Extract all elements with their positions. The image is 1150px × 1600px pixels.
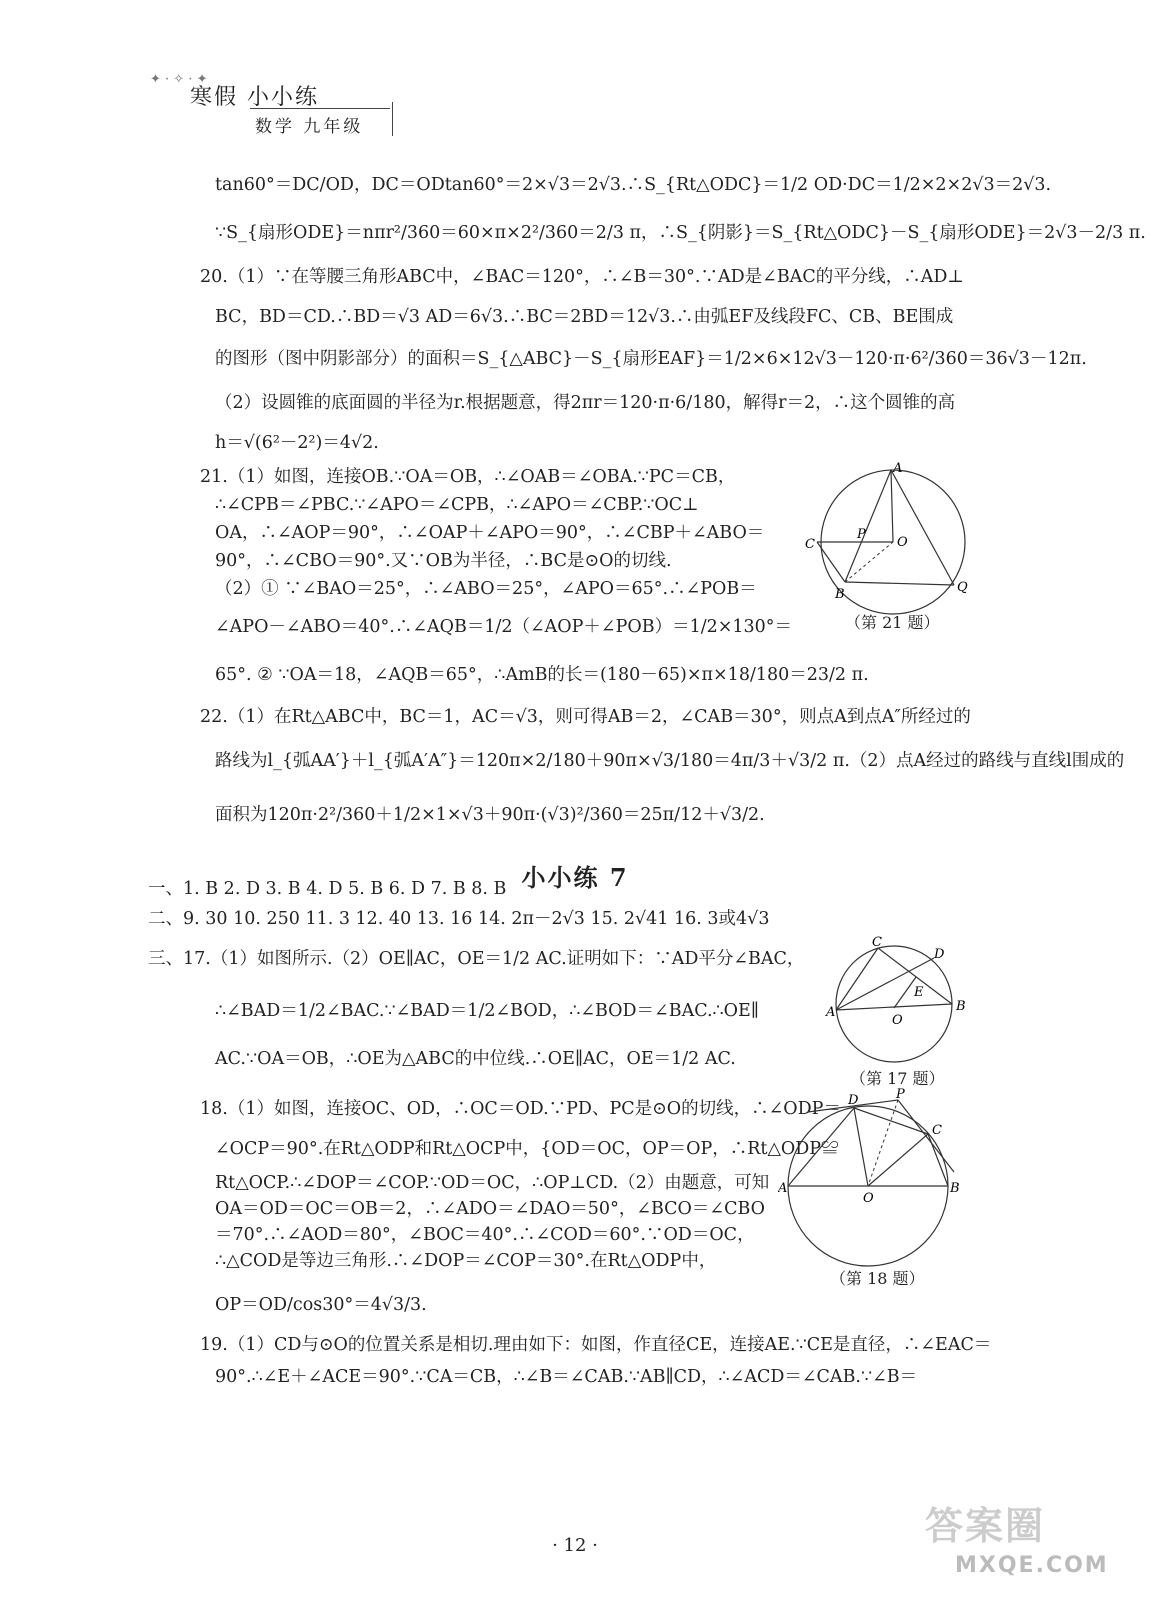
text-line: 21.（1）如图，连接OB.∵OA＝OB，∴∠OAB＝∠OBA.∵PC＝CB， — [200, 467, 736, 487]
header-bar — [392, 102, 393, 136]
figure-17 — [822, 932, 972, 1088]
text-line: 面积为120π·2²/360＋1/2×1×√3＋90π·(√3)²/360＝25π/12＋√3/2. — [215, 805, 765, 825]
text-line: tan60°＝DC/OD，DC＝ODtan60°＝2×√3＝2√3.∴S_{Rt△ODC}＝1/2 OD·DC＝1/2×2×2√3＝2√3. — [215, 175, 1052, 195]
fig18-label: B — [950, 1181, 960, 1196]
fig18-label: O — [863, 1191, 874, 1206]
text-line: ∴△COD是等边三角形.∴∠DOP＝∠COP＝30°.在Rt△ODP中， — [215, 1251, 717, 1271]
fig17-label: D — [934, 947, 945, 962]
watermark-logo: 答案圈 — [925, 1504, 1046, 1548]
text-line: h＝√(6²－2²)＝4√2. — [215, 433, 379, 453]
figure-17-caption: （第 17 题） — [850, 1069, 945, 1088]
text-line: 的图形（图中阴影部分）的面积＝S_{△ABC}－S_{扇形EAF}＝1/2×6×12√3－120·π·6²/360＝36√3－12π. — [215, 349, 1087, 369]
text-line: 90°，∴∠CBO＝90°.又∵OB为半径，∴BC是⊙O的切线. — [215, 551, 672, 571]
figure-21-caption: （第 21 题） — [845, 613, 940, 632]
fig21-label: B — [835, 587, 845, 602]
fig18-label: C — [932, 1123, 942, 1138]
text-line: OP＝OD/cos30°＝4√3/3. — [215, 1295, 427, 1315]
text-line: ∵S_{扇形ODE}＝nπr²/360＝60×π×2²/360＝2/3 π，∴S_{阴影}＝S_{Rt△ODC}－S_{扇形ODE}＝2√3－2/3 π. — [215, 223, 1146, 243]
text-line: OA＝OD＝OC＝OB＝2，∴∠ADO＝∠DAO＝50°，∠BCO＝∠CBO — [215, 1199, 765, 1219]
text-line: 65°. ② ∵OA＝18，∠AQB＝65°，∴AmB的长＝(180－65)×π×18/180＝23/2 π. — [215, 665, 869, 685]
fig18-label: A — [778, 1181, 788, 1196]
text-line: 18.（1）如图，连接OC、OD，∴OC＝OD.∵PD、PC是⊙O的切线，∴∠ODP＝ — [200, 1099, 841, 1119]
header-rule — [250, 108, 390, 109]
section-title: 小小练 7 — [521, 863, 629, 892]
text-line: OA，∴∠AOP＝90°，∴∠OAP＋∠APO＝90°，∴∠CBP＋∠ABO＝ — [215, 523, 765, 543]
page-header — [150, 72, 410, 137]
fig21-label: P — [857, 527, 866, 542]
figure-18 — [778, 1088, 978, 1288]
book-title: 寒假 小小练 — [190, 85, 319, 110]
text-line: ＝70°.∴∠AOD＝80°，∠BOC＝40°.∴∠COD＝60°.∵OD＝OC， — [215, 1225, 755, 1245]
figure-18-caption: （第 18 题） — [830, 1269, 925, 1288]
fig17-label: E — [914, 985, 924, 1000]
text-line: 路线为l_{弧AA′}＋l_{弧A′A″}＝120π×2/180＋90π×√3/180＝4π/3＋√3/2 π.（2）点A经过的路线与直线l围成的 — [215, 751, 1125, 771]
fig17-label: C — [872, 935, 882, 950]
text-line: 19.（1）CD与⊙O的位置关系是相切.理由如下：如图，作直径CE，连接AE.∵CE是直径，∴∠EAC＝ — [200, 1335, 992, 1355]
fig17-label: A — [826, 1005, 836, 1020]
fig21-label: Q — [957, 580, 968, 595]
page-number: · 12 · — [552, 1535, 598, 1556]
text-line: （2）设圆锥的底面圆的半径为r.根据题意，得2πr＝120·π·6/180，解得r＝2，∴这个圆锥的高 — [215, 393, 956, 413]
watermark-url: MXQE.COM — [955, 1553, 1109, 1578]
text-line: 90°.∴∠E＋∠ACE＝90°.∵CA＝CB，∴∠B＝∠CAB.∵AB∥CD，∴∠ACD＝∠CAB.∵∠B＝ — [215, 1367, 918, 1387]
fig17-label: B — [956, 999, 966, 1014]
figure-21-drawing — [805, 460, 990, 625]
text-line: 22.（1）在Rt△ABC中，BC＝1，AC＝√3，则可得AB＝2，∠CAB＝30°，则点A到点A″所经过的 — [200, 707, 971, 727]
fig21-label: C — [805, 537, 815, 552]
text-line: ∴∠BAD＝1/2∠BAC.∵∠BAD＝1/2∠BOD，∴∠BOD＝∠BAC.∴OE∥ — [215, 1001, 759, 1021]
text-line: AC.∵OA＝OB，∴OE为△ABC的中位线.∴OE∥AC，OE＝1/2 AC. — [215, 1049, 736, 1069]
text-line: 20.（1）∵在等腰三角形ABC中，∠BAC＝120°，∴∠B＝30°.∵AD是∠BAC的平分线，∴AD⊥ — [200, 267, 964, 287]
figure-17-drawing — [822, 932, 972, 1067]
text-line: BC，BD＝CD.∴BD＝√3 AD＝6√3.∴BC＝2BD＝12√3.∴由弧EF及线段FC、CB、BE围成 — [215, 307, 954, 327]
text-line: Rt△OCP.∴∠DOP＝∠COP.∵OD＝OC，∴OP⊥CD.（2）由题意，可知 — [215, 1173, 770, 1193]
text-line: 一、1. B 2. D 3. B 4. D 5. B 6. D 7. B 8. B — [148, 879, 507, 899]
figure-18-drawing — [778, 1088, 978, 1268]
text-line: ∠APO－∠ABO＝40°.∴∠AQB＝1/2（∠AOP＋∠POB）＝1/2×130°＝ — [215, 617, 793, 637]
fig17-label: O — [892, 1013, 903, 1028]
fig21-label: A — [893, 461, 903, 476]
text-line: ∴∠CPB＝∠PBC.∵∠APO＝∠CPB，∴∠APO＝∠CBP.∵OC⊥ — [215, 495, 699, 515]
text-line: 三、17.（1）如图所示.（2）OE∥AC，OE＝1/2 AC.证明如下：∵AD平分∠BAC， — [148, 949, 805, 969]
text-line: ∠OCP＝90°.在Rt△ODP和Rt△OCP中，{OD＝OC，OP＝OP，∴Rt△ODP≌ — [215, 1139, 839, 1159]
figure-21 — [805, 460, 990, 632]
text-line: （2）① ∵∠BAO＝25°，∴∠ABO＝25°，∠APO＝65°.∴∠POB＝ — [215, 579, 757, 599]
fig18-label: D — [848, 1093, 859, 1108]
fig18-label: P — [896, 1088, 905, 1102]
fig21-label: O — [897, 535, 908, 550]
book-subject: 数学 九年级 — [255, 117, 364, 137]
decoration-stars: ✦ · ✧ · ✦ — [150, 72, 208, 87]
text-line: 二、9. 30 10. 250 11. 3 12. 40 13. 16 14. 2π－2√3 15. 2√41 16. 3或4√3 — [148, 909, 770, 929]
